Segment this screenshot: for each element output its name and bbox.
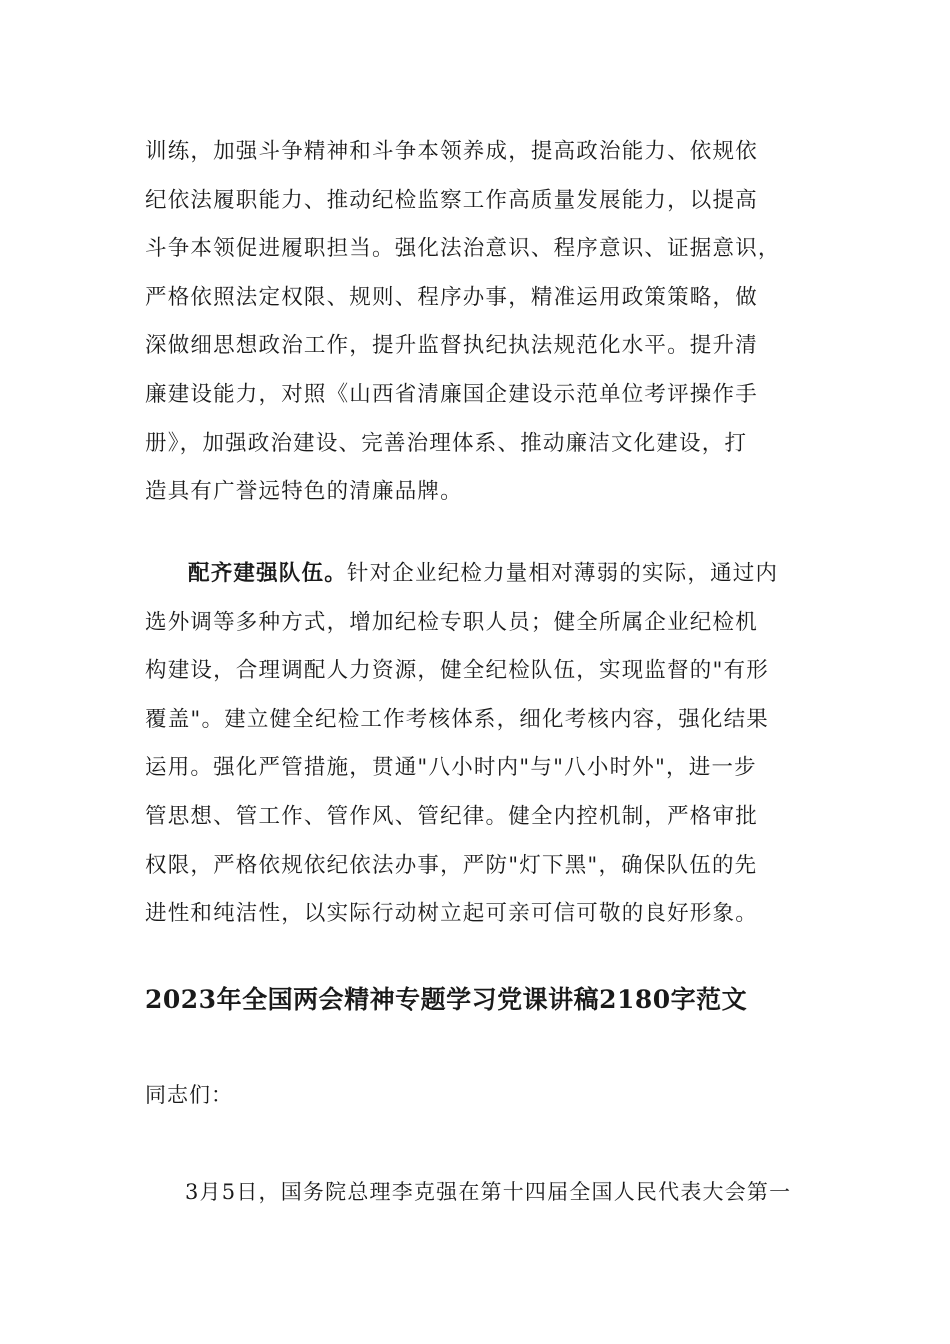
text-line: 选外调等多种方式，增加纪检专职人员；健全所属企业纪检机 xyxy=(145,609,758,635)
text-line: 册》，加强政治建设、完善治理体系、推动廉洁文化建设，打 xyxy=(145,430,748,456)
text-line: 造具有广誉远特色的清廉品牌。 xyxy=(145,479,463,505)
text-line: 运用。强化严管措施，贯通"八小时内"与"八小时外"，进一步 xyxy=(145,755,757,781)
text-line: 进性和纯洁性，以实际行动树立起可亲可信可敬的良好形象。 xyxy=(145,901,758,927)
text-line: 覆盖"。建立健全纪检工作考核体系，细化考核内容，强化结果 xyxy=(145,706,769,732)
text-line: 严格依照法定权限、规则、程序办事，精准运用政策策略，做 xyxy=(145,284,758,310)
text-line: 深做细思想政治工作，提升监督执纪执法规范化水平。提升清 xyxy=(145,333,758,359)
text-line: 斗争本领促进履职担当。强化法治意识、程序意识、证据意识， xyxy=(145,236,781,262)
text-line: 廉建设能力，对照《山西省清廉国企建设示范单位考评操作手 xyxy=(145,381,758,407)
paragraph-lead-heading: 配齐建强队伍。 xyxy=(188,561,347,586)
text-line: 3月5日，国务院总理李克强在第十四届全国人民代表大会第一 xyxy=(185,1180,792,1204)
paragraph-team-building xyxy=(145,550,820,939)
text-line: 纪依法履职能力、推动纪检监察工作高质量发展能力，以提高 xyxy=(145,187,758,213)
text-run: 针对企业纪检力量相对薄弱的实际，通过内 xyxy=(346,561,779,586)
text-line: 构建设，合理调配人力资源，健全纪检队伍，实现监督的"有形 xyxy=(145,658,769,684)
text-line: 管思想、管工作、管作风、管纪律。健全内控机制，严格审批 xyxy=(145,803,758,829)
salutation: 同志们： xyxy=(145,1083,233,1107)
paragraph-capability-building xyxy=(145,128,820,517)
text-line-first xyxy=(145,550,820,599)
text-line: 训练，加强斗争精神和斗争本领养成，提高政治能力、依规依 xyxy=(145,139,758,164)
paragraph-opening xyxy=(145,1172,791,1212)
text-line: 权限，严格依规依纪依法办事，严防"灯下黑"，确保队伍的先 xyxy=(145,852,758,878)
document-title: 2023年全国两会精神专题学习党课讲稿2180字范文 xyxy=(145,985,748,1014)
